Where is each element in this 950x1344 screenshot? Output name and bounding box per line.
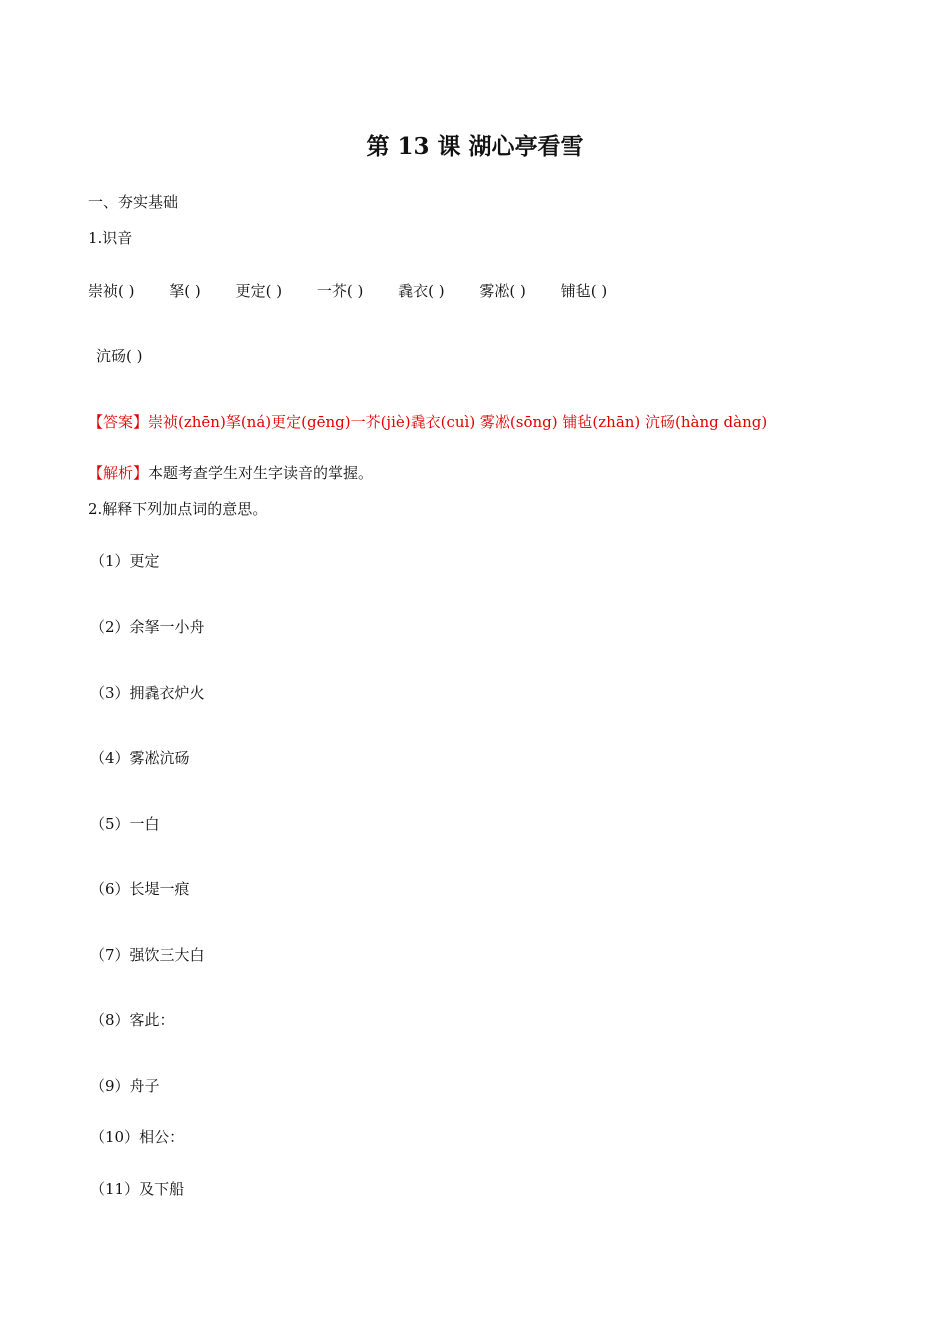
pronunciation-item: 雾凇( ) — [479, 282, 526, 300]
pronunciation-blanks-row — [88, 281, 637, 301]
section-heading: 一、夯实基础 — [88, 193, 179, 211]
pronunciation-item: 铺毡( ) — [560, 282, 608, 300]
question-2-item: （7）强饮三大白 — [90, 946, 205, 964]
question-2-label: 2.解释下列加点词的意思。 — [88, 500, 268, 518]
page-title: 第 13 课 湖心亭看雪 — [366, 133, 584, 160]
pronunciation-item: 毳衣( ) — [398, 282, 445, 300]
question-2-item: （2）余拏一小舟 — [90, 618, 205, 636]
answer-text: 崇祯(zhēn)拏(ná)更定(gēng)一芥(jiè)毳衣(cuì) 雾凇(sōng) 铺毡(zhān) 沆砀(hàng dàng) — [148, 413, 768, 431]
pronunciation-item: 更定( ) — [235, 282, 283, 300]
question-2-item: （10）相公： — [90, 1128, 185, 1146]
question-2-item: （3）拥毳衣炉火 — [90, 684, 205, 702]
answer-tag: 【答案】 — [88, 413, 149, 431]
question-2-item: （11）及下船 — [90, 1180, 185, 1198]
analysis-text: 本题考查学生对生字读音的掌握。 — [148, 464, 374, 482]
pronunciation-item: 崇祯( ) — [88, 282, 135, 300]
question-2-item: （8）客此： — [90, 1011, 175, 1029]
question-2-item: （1）更定 — [90, 552, 160, 570]
answer-line — [88, 412, 767, 432]
question-1-label: 1.识音 — [88, 229, 133, 247]
pronunciation-item-8: 沆砀( ) — [96, 347, 143, 365]
analysis-tag: 【解析】 — [88, 464, 149, 482]
question-2-item: （6）长堤一痕 — [90, 880, 190, 898]
pronunciation-item: 一芥( ) — [316, 282, 364, 300]
analysis-line — [88, 463, 373, 483]
question-2-item: （4）雾凇沆砀 — [90, 749, 190, 767]
pronunciation-item: 拏( ) — [169, 282, 201, 300]
question-2-item: （5）一白 — [90, 815, 160, 833]
question-2-item: （9）舟子 — [90, 1077, 160, 1095]
